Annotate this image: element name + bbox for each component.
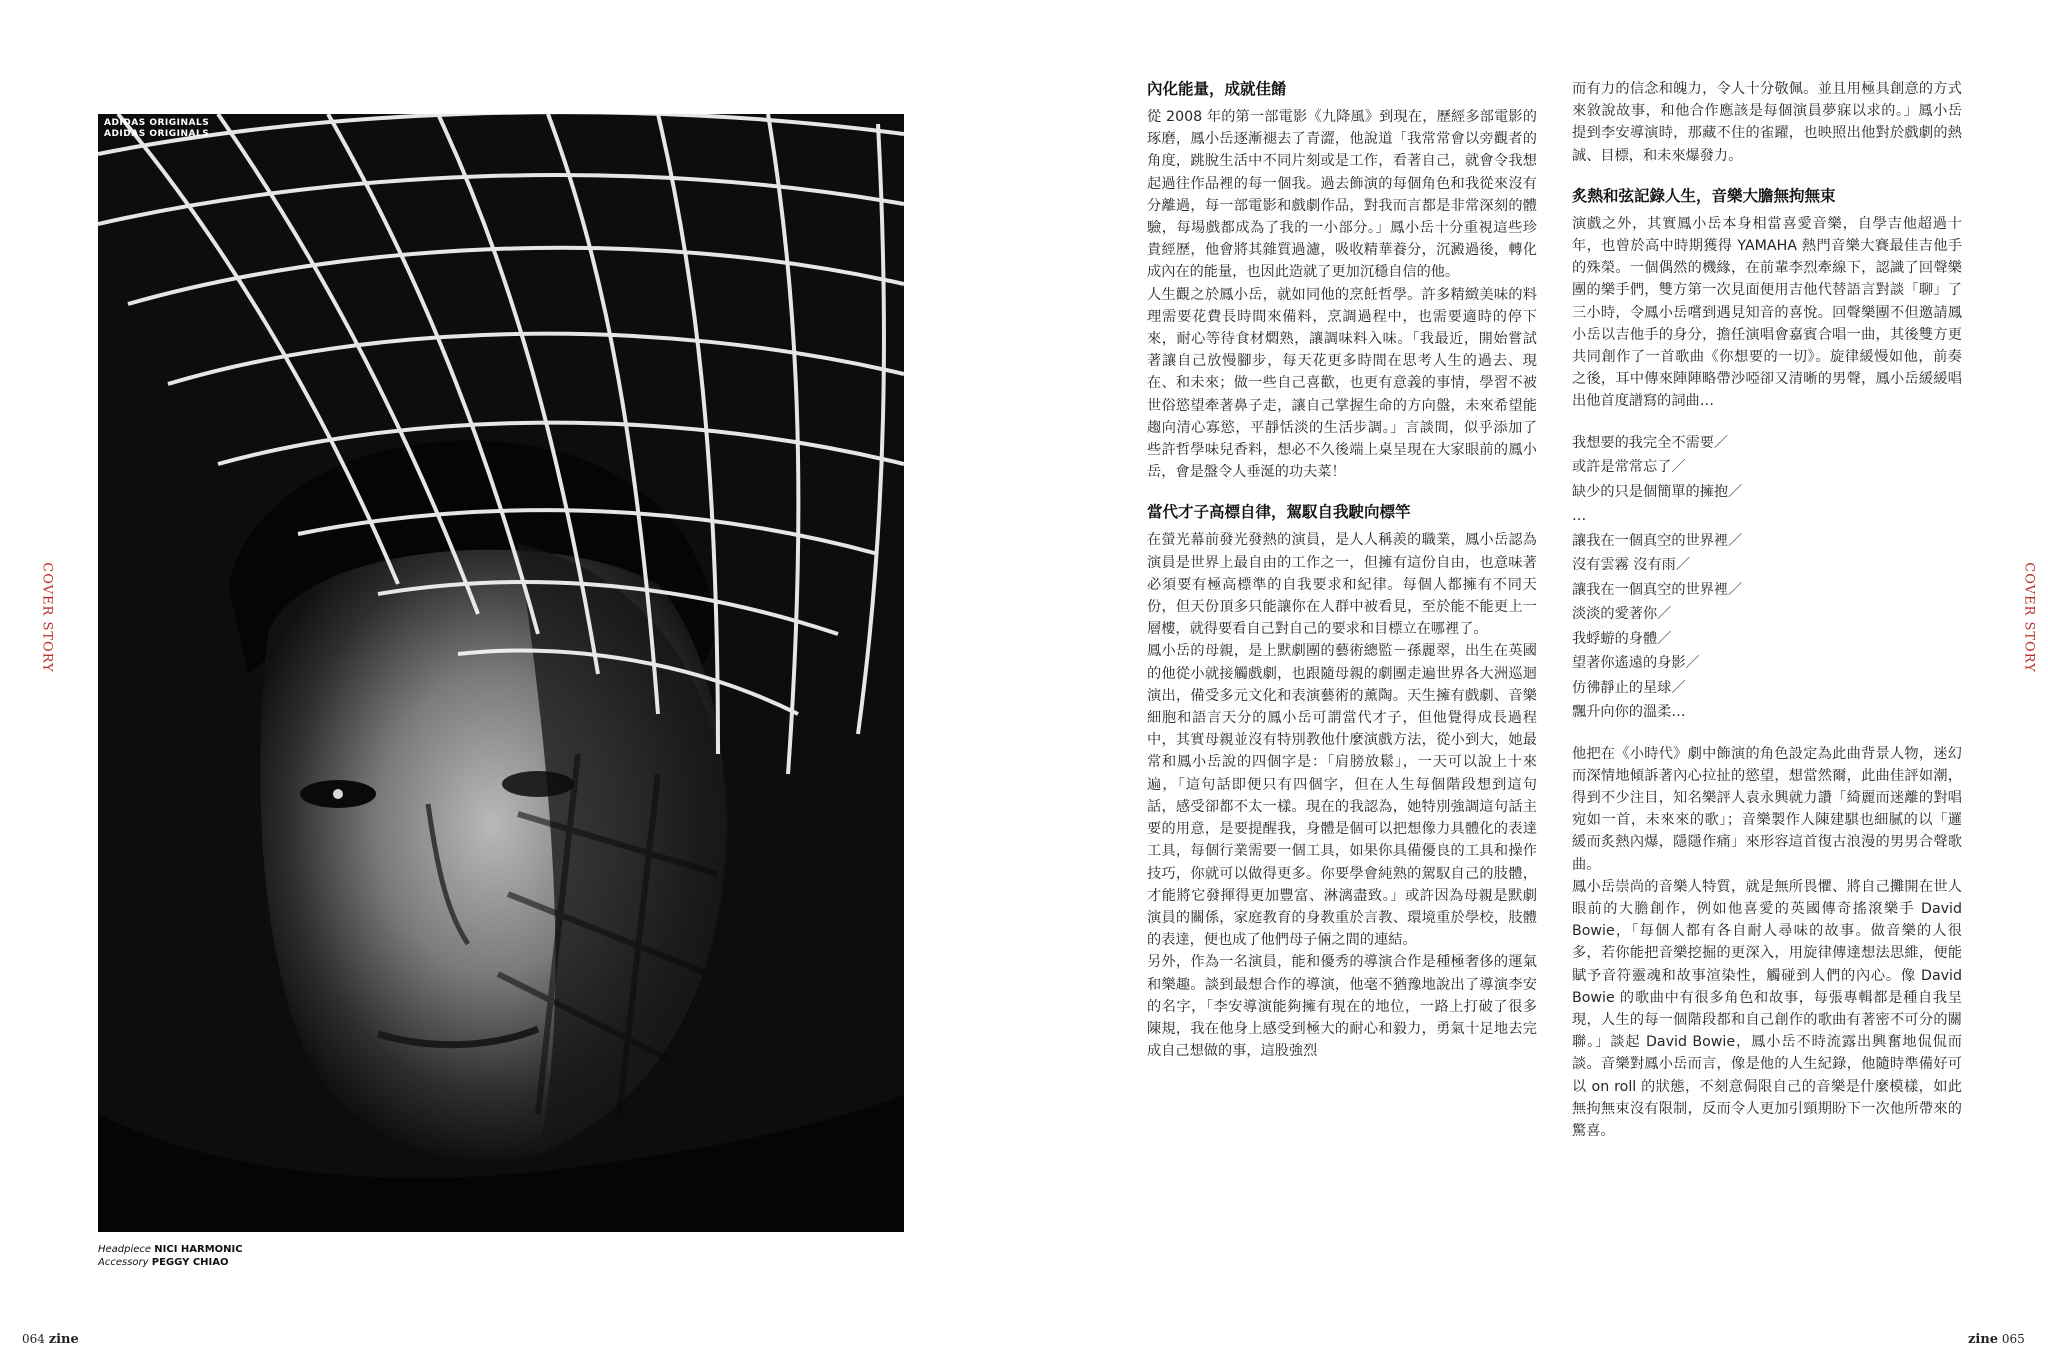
footer-right (1968, 1332, 2025, 1347)
magazine-name: zine (1968, 1332, 1999, 1347)
caption-role: Headpiece (98, 1244, 152, 1255)
lyric-line: 讓我在一個真空的世界裡／ (1572, 581, 1743, 598)
article-paragraph: 從 2008 年的第一部電影《九降風》到現在，歷經多部電影的琢磨，鳳小岳逐漸褪去了青澀，他說道「我常常會以旁觀者的角度，跳脫生活中不同片刻或是工作，看著自己，就會令我想起過往作品裡的每一個我。過去飾演的每個角色和我從來沒有分離過，每一部電影和戲劇作品，對我而言都是非常深刻的體驗，每場戲都成為了我的一小部分。」鳳小岳十分重視這些珍貴經歷，他會將其雜質過濾，吸收精華養分，沉澱過後，轉化成內在的能量，也因此造就了更加沉穩自信的他。 (1147, 109, 1537, 281)
page-number: 065 (2001, 1332, 2025, 1346)
article-column-1 (1147, 78, 1537, 1062)
lyric-line: 讓我在一個真空的世界裡／ (1572, 532, 1743, 549)
magazine-name: zine (48, 1332, 79, 1347)
portrait-illustration (98, 114, 904, 1232)
photo-credit (104, 118, 209, 140)
photo-caption (98, 1243, 243, 1269)
section-heading: 當代才子高標自律，駕馭自我駛向標竿 (1147, 503, 1411, 522)
page-number: 064 (22, 1332, 45, 1346)
article-paragraph: 鳳小岳崇尚的音樂人特質，就是無所畏懼、將自己攤開在世人眼前的大膽創作，例如他喜愛的英國傳奇搖滾樂手 David Bowie，「每個人都有各自耐人尋味的故事。做音樂的人很多，若你能把音樂挖掘的更深入，用旋律傳達想法思維，便能賦予音符靈魂和故事渲染性，觸碰到人們的內心。像 David Bowie 的歌曲中有很多角色和故事，每張專輯都是種自我呈現，人生的每一個階段都和自己創作的歌曲有著密不可分的關聯。」談起 David Bowie，鳳小岳不時流露出興奮地侃侃而談。音樂對鳳小岳而言，像是他的人生紀錄，他隨時準備好可以 on roll 的狀態，不刻意侷限自己的音樂是什麼模樣，如此無拘無束沒有限制，反而令人更加引頸期盼下一次他所帶來的驚喜。 (1572, 878, 1962, 1140)
lyric-line: 仿彿靜止的星球／ (1572, 679, 1686, 696)
lyric-line: 缺少的只是個簡單的擁抱／ (1572, 483, 1743, 500)
side-label-left: COVER STORY (39, 562, 55, 673)
lyric-line: 沒有雲霧 沒有雨／ (1572, 557, 1691, 574)
article-paragraph: 另外，作為一名演員，能和優秀的導演合作是種極奢侈的運氣和樂趣。談到最想合作的導演，他毫不猶豫地說出了導演李安的名字，「李安導演能夠擁有現在的地位，一路上打破了很多陳規，我在他身上感受到極大的耐心和毅力，勇氣十足地去完成自己想做的事，這股強烈 (1147, 954, 1537, 1060)
article-paragraph: 人生觀之於鳳小岳，就如同他的烹飪哲學。許多精緻美味的料理需要花費長時間來備料，烹調過程中，也需要適時的停下來，耐心等待食材燜熟，讓調味料入味。「我最近，開始嘗試著讓自己放慢腳步，每天花更多時間在思考人生的過去、現在、和未來；做一些自己喜歡，也更有意義的事情，學習不被世俗慾望牽著鼻子走，讓自己掌握生命的方向盤，未來希望能趨向清心寡慾，平靜恬淡的生活步調。」言談間，似乎添加了些許哲學味兒香料，想必不久後端上桌呈現在大家眼前的鳳小岳，會是盤令人垂涎的功夫菜！ (1147, 286, 1537, 481)
side-label-right: COVER STORY (2021, 562, 2037, 673)
caption-name: NICI HARMONIC (154, 1244, 243, 1255)
lyric-line: 淡淡的愛著你／ (1572, 606, 1672, 623)
right-eye (502, 771, 574, 797)
lyric-line: … (1572, 508, 1587, 525)
section-heading: 內化能量，成就佳餚 (1147, 80, 1287, 98)
lyric-line: 我蜉蝣的身體／ (1572, 630, 1672, 647)
cover-photo (98, 114, 904, 1232)
lyric-line: 飄升向你的溫柔… (1572, 704, 1686, 721)
article-paragraph: 演戲之外，其實鳳小岳本身相當喜愛音樂，自學吉他超過十年，也曾於高中時期獲得 YAMAHA 熱門音樂大賽最佳吉他手的殊榮。一個偶然的機緣，在前輩李烈牽線下，認識了回聲樂團的樂手們，雙方第一次見面便用吉他代替語言對談「聊」了三小時，令鳳小岳嚐到遇見知音的喜悅。回聲樂團不但邀請鳳小岳以吉他手的身分，擔任演唱會嘉賓合唱一曲，其後雙方更共同創作了一首歌曲《你想要的一切》。旋律緩慢如他，前奏之後，耳中傳來陣陣略帶沙啞卻又清晰的男聲，鳳小岳緩緩唱出他首度譜寫的詞曲… (1572, 215, 1962, 410)
article-paragraph: 他把在《小時代》劇中飾演的角色設定為此曲背景人物，迷幻而深情地傾訴著內心拉扯的慾望，想當然爾，此曲佳評如潮，得到不少注目，知名樂評人袁永興就力讚「綺麗而迷離的對唱宛如一首，未來來的歌」；音樂製作人陳建騏也細膩的以「邏緩而炙熱內爆，隱隱作痛」來形容這首復古浪漫的男男合聲歌曲。 (1572, 745, 1962, 873)
caption-name: PEGGY CHIAO (151, 1257, 229, 1268)
caption-role: Accessory (98, 1257, 149, 1268)
article-paragraph: 而有力的信念和魄力，令人十分敬佩。並且用極具創意的方式來敘說故事，和他合作應該是每個演員夢寐以求的。」鳳小岳提到李安導演時，那藏不住的雀躍，也映照出他對於戲劇的熱誠、目標，和未來爆發力。 (1572, 81, 1962, 164)
lyric-line: 我想要的我完全不需要／ (1572, 434, 1729, 451)
lyric-line: 或許是常常忘了／ (1572, 459, 1686, 476)
photo-credit-line: ADIDAS ORIGINALS (104, 129, 210, 139)
lyrics-block (1572, 431, 1962, 725)
footer-left (22, 1332, 79, 1347)
section-heading: 炙熱和弦記錄人生，音樂大膽無拘無束 (1572, 186, 1836, 205)
article-paragraph: 在螢光幕前發光發熱的演員，是人人稱羨的職業，鳳小岳認為演員是世界上最自由的工作之一，但擁有這份自由，也意味著必須要有極高標準的自我要求和紀律。每個人都擁有不同天份，但天份頂多只能讓你在人群中被看見，至於能不能更上一層樓，就得要看自己對自己的要求和目標立在哪裡了。 (1147, 532, 1537, 638)
article-column-2 (1572, 78, 1962, 1142)
lyric-line: 望著你遙遠的身影／ (1572, 655, 1700, 672)
article-paragraph: 鳳小岳的母親，是上默劇團的藝術總監－孫麗翠，出生在英國的他從小就接觸戲劇，也跟隨母親的劇團走遍世界各大洲巡迴演出，備受多元文化和表演藝術的薰陶。天生擁有戲劇、音樂細胞和語言天分的鳳小岳可謂當代才子，但他覺得成長過程中，其實母親並沒有特別教他什麼演戲方法，從小到大，她最常和鳳小岳說的四個字是：「肩膀放鬆」，一天可以說上十來遍，「這句話即便只有四個字，但在人生每個階段想到這句話，感受卻都不太一樣。現在的我認為，她特別強調這句話主要的用意，是要提醒我，身體是個可以把想像力具體化的表達工具，每個行業需要一個工具，如果你具備優良的工具和操作技巧，你就可以做得更多。你要學會純熟的駕馭自己的肢體，才能將它發揮得更加豐富、淋漓盡致。」或許因為母親是默劇演員的關係，家庭教育的身教重於言教、環境重於學校，肢體的表達，便也成了他們母子倆之間的連結。 (1147, 643, 1537, 949)
photo-credit-line: ADIDAS ORIGINALS (104, 118, 210, 128)
